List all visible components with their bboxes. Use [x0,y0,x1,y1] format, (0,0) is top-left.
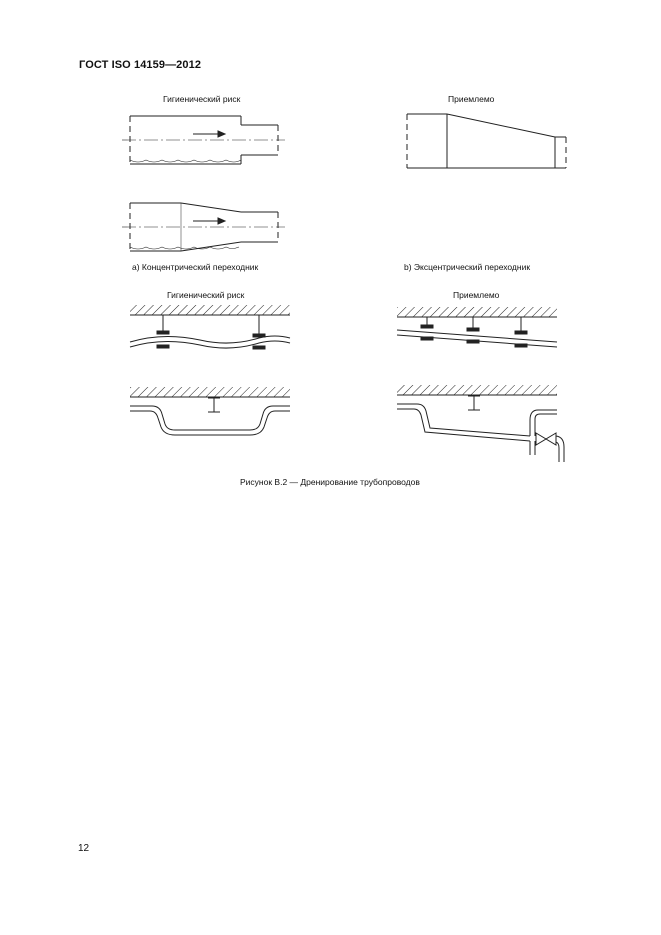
hygienic-risk-label-top: Гигиенический риск [163,94,241,104]
page-number: 12 [78,843,90,854]
acceptable-label-bottom: Приемлемо [453,290,500,300]
sloped-pipe-drawing [397,307,557,347]
concentric-reducer-drawing [122,203,285,251]
concentric-reducer-caption: а) Концентрический переходник [132,262,259,272]
u-pipe-drawing [130,387,290,435]
document-header: ГОСТ ISO 14159—2012 [79,59,202,71]
hygienic-risk-label-bottom: Гигиенический риск [167,290,245,300]
drain-valve-pipe-drawing [397,385,564,462]
eccentric-reducer-caption: b) Эксцентрический переходник [404,262,531,272]
sagging-pipe-drawing [130,305,290,349]
figure-caption: Рисунок В.2 — Дренирование трубопроводов [240,477,420,487]
eccentric-reducer-side-drawing [407,114,566,168]
acceptable-label-top: Приемлемо [448,94,495,104]
step-reducer-drawing [122,116,285,164]
